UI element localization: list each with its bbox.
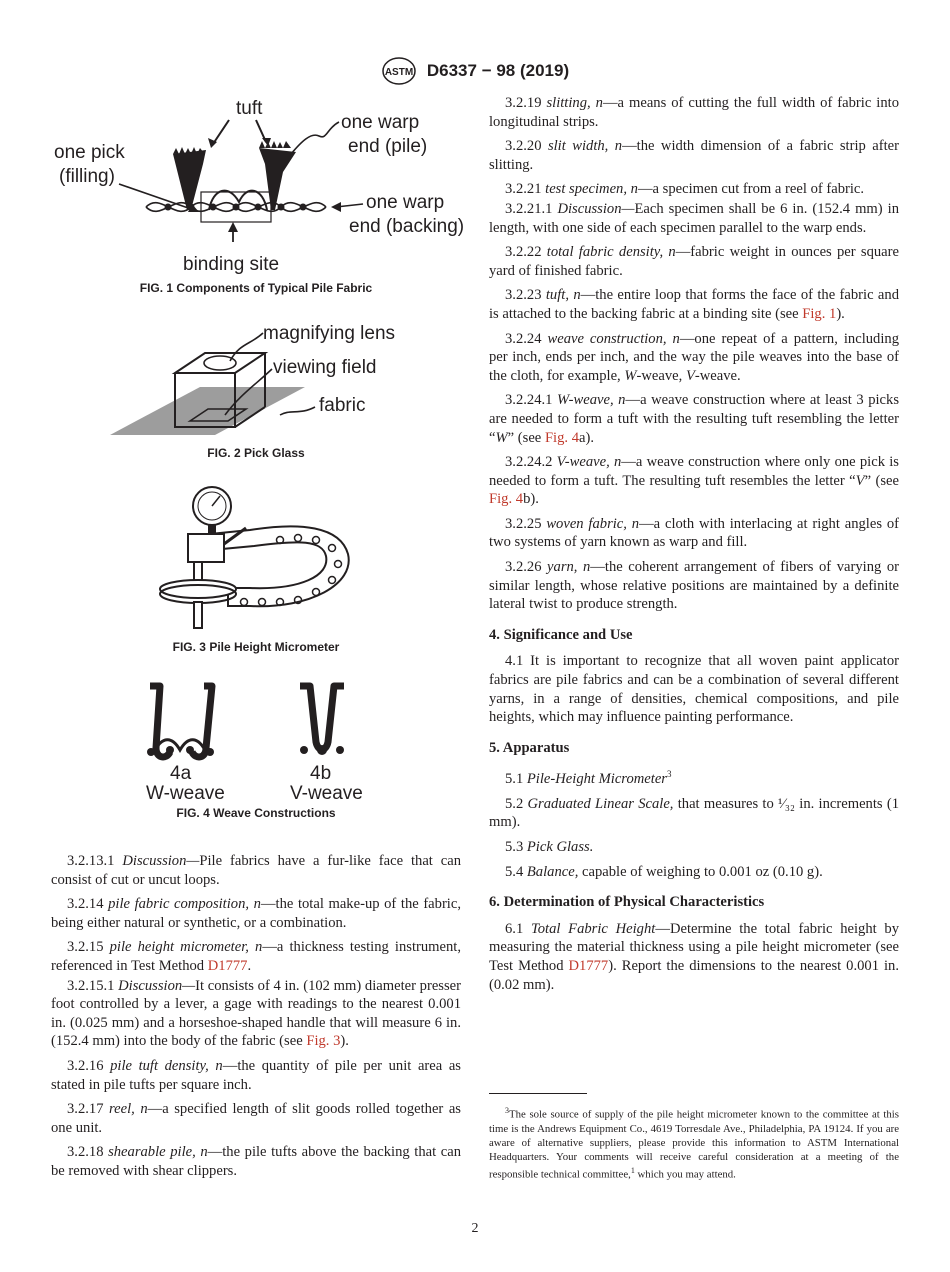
para-3-2-15: 3.2.15 pile height micrometer, n—a thickness testing instrument, referenced in Test Method D1777. bbox=[51, 939, 461, 974]
para-3-2-17: 3.2.17 reel, n—a specified length of slit goods rolled together as one unit. bbox=[51, 1101, 461, 1136]
para-3-2-20: 3.2.20 slit width, n—the width dimension of a fabric strip after slitting. bbox=[489, 138, 899, 173]
fig4b-v-weave-drawing bbox=[300, 686, 344, 755]
fig2-caption: FIG. 2 Pick Glass bbox=[207, 446, 305, 460]
para-4-1: 4.1 It is important to recognize that all woven paint applicator fabrics are pile fabrics and can be a combination of several different yarns, in a range of densities, chemical compositions, and pile heights, which may influence painting performance. bbox=[489, 653, 899, 726]
para-3-2-25: 3.2.25 woven fabric, n—a cloth with interlacing at right angles of two systems of yarn known as warp and fill. bbox=[489, 515, 899, 551]
para-5-2: 5.2 Graduated Linear Scale, that measures to ¹⁄₃₂ in. increments (1 mm). bbox=[489, 795, 899, 831]
para-3-2-18: 3.2.18 shearable pile, n—the pile tufts above the backing that can be removed with shear clippers. bbox=[51, 1144, 461, 1179]
fig4a-w-weave-drawing bbox=[147, 686, 214, 757]
para-3-2-24-2: 3.2.24.2 V-weave, n—a weave construction where only one pick is needed to form a tuft. The resulting tuft resembles the letter “V” (see Fig. 4b). bbox=[489, 454, 900, 508]
para-3-2-15-1: 3.2.15.1 Discussion—It consists of 4 in. (102 mm) diameter presser foot controlled by a lever, a gage with readings to the nearest 0.001 in. (0.025 mm) and a horseshoe-shaped handle that will measure 6 in. (152.4 mm) into the body of the fabric (see Fig. 3). bbox=[51, 977, 461, 1050]
fig1-label-warp-back-1: one warp bbox=[366, 192, 445, 213]
para-3-2-16: 3.2.16 pile tuft density, n—the quantity of pile per unit area as stated in pile tufts per square inch. bbox=[51, 1057, 461, 1093]
fig1-label-tuft: tuft bbox=[236, 98, 263, 119]
figure-1-pile-fabric bbox=[51, 92, 471, 277]
fig1-label-pick-2: (filling) bbox=[59, 166, 115, 187]
fig2-label-lens: magnifying lens bbox=[263, 323, 396, 344]
fig1-label-binding: binding site bbox=[183, 254, 280, 275]
fig1-caption: FIG. 1 Components of Typical Pile Fabric bbox=[139, 281, 373, 295]
fig1-label-warp-pile-2: end (pile) bbox=[348, 136, 428, 157]
para-3-2-21: 3.2.21 test specimen, n—a specimen cut from a reel of fabric. bbox=[505, 181, 865, 198]
section-4-heading: 4. Significance and Use bbox=[489, 626, 633, 643]
fig4-label-4a: 4a bbox=[170, 763, 192, 784]
figure-4-weave-constructions bbox=[140, 680, 380, 802]
link-fig-3[interactable]: Fig. 3 bbox=[306, 1033, 341, 1050]
astm-logo-icon bbox=[381, 56, 417, 86]
link-fig-4b[interactable]: Fig. 4 bbox=[489, 491, 524, 508]
document-designation: D6337 − 98 (2019) bbox=[426, 61, 570, 80]
fig3-presser-foot bbox=[160, 580, 236, 598]
fig2-label-field: viewing field bbox=[273, 357, 377, 378]
footnote: $^3$The sole source of supply of the pile height micrometer known to the committee at this time is the Andrews Equipment Co., 4619 Torresdale Ave., Philadelphia, PA 19124. If you are aware of alternative suppliers, please provide this information to ASTM International Headquarters. Your comments will receive careful consideration at a meeting of the responsible technical committee,$^1$ which you may attend. bbox=[489, 1106, 899, 1181]
fig3-body bbox=[188, 534, 224, 562]
section-6-heading: 6. Determination of Physical Characteristics bbox=[489, 894, 765, 911]
figure-2-pick-glass bbox=[100, 315, 420, 440]
para-3-2-24-1: 3.2.24.1 W-weave, n—a weave construction where at least 3 picks are needed to form a tuft with the resulting tuft resembling the letter “W” (see Fig. 4a). bbox=[489, 392, 899, 446]
para-3-2-22: 3.2.22 total fabric density, n—fabric weight in ounces per square yard of finished fabric. bbox=[489, 244, 899, 279]
fig1-label-warp-back-2: end (backing) bbox=[349, 216, 465, 237]
para-3-2-26: 3.2.26 yarn, n—the coherent arrangement of fibers of varying or similar length, whose relative positions are maintained by a definite lateral twist to produce strength. bbox=[489, 559, 899, 613]
fig4-label-v-weave: V-weave bbox=[290, 783, 363, 802]
para-5-1: 5.1 Pile-Height Micrometer$^3$ bbox=[505, 769, 672, 788]
logo-text: ASTM bbox=[384, 67, 414, 78]
para-3-2-24: 3.2.24 weave construction, n—one repeat of a pattern, including per inch, ends per inch, and the way the pile weaves into the base of the cloth, for example, W-weave, V-weave. bbox=[489, 330, 899, 384]
fig1-label-warp-pile-1: one warp bbox=[341, 112, 420, 133]
left-column bbox=[51, 852, 461, 1187]
para-5-4: 5.4 Balance, capable of weighing to 0.001 oz (0.10 g). bbox=[505, 863, 823, 880]
para-3-2-23: 3.2.23 tuft, n—the entire loop that forms the face of the fabric and is attached to the backing fabric at a binding site (see Fig. 1). bbox=[489, 287, 899, 322]
figure-3-micrometer bbox=[150, 484, 360, 634]
right-column bbox=[489, 94, 899, 1000]
para-6-1: 6.1 Total Fabric Height—Determine the total fabric height by measuring the material thickness using a pile height micrometer (see Test Method D1777). Report the dimensions to the nearest 0.001 in. (0.02 mm). bbox=[489, 920, 900, 993]
section-5-heading: 5. Apparatus bbox=[489, 739, 570, 756]
fig4-caption: FIG. 4 Weave Constructions bbox=[176, 806, 336, 820]
para-3-2-19: 3.2.19 slitting, n—a means of cutting the full width of fabric into longitudinal strips. bbox=[489, 95, 899, 130]
fig2-label-fabric: fabric bbox=[319, 395, 366, 416]
para-3-2-14: 3.2.14 pile fabric composition, n—the total make-up of the fabric, being either natural or synthetic, or a combination. bbox=[51, 896, 461, 931]
fig1-arrow-tuft-left bbox=[213, 120, 229, 144]
para-3-2-13-1: 3.2.13.1 Discussion—Pile fabrics have a fur-like face that can consist of cut or uncut loops. bbox=[51, 853, 462, 888]
fig3-caption: FIG. 3 Pile Height Micrometer bbox=[172, 640, 340, 654]
link-d1777[interactable]: D1777 bbox=[207, 957, 248, 974]
fig4-label-w-weave: W-weave bbox=[146, 783, 225, 802]
fig1-label-pick-1: one pick bbox=[54, 142, 125, 163]
link-d1777-2[interactable]: D1777 bbox=[568, 958, 609, 975]
link-fig-1[interactable]: Fig. 1 bbox=[802, 305, 837, 322]
fig1-pile-tufts bbox=[173, 141, 296, 210]
fig4-label-4b: 4b bbox=[310, 763, 332, 784]
footnote-rule bbox=[489, 1093, 587, 1094]
link-fig-4a[interactable]: Fig. 4 bbox=[544, 429, 579, 446]
page-number: 2 bbox=[471, 1221, 479, 1236]
para-5-3: 5.3 Pick Glass. bbox=[505, 839, 594, 856]
page-header bbox=[0, 56, 950, 86]
para-3-2-21-1: 3.2.21.1 Discussion—Each specimen shall be 6 in. (152.4 mm) in length, with one side of each specimen parallel to the warp ends. bbox=[489, 200, 899, 236]
